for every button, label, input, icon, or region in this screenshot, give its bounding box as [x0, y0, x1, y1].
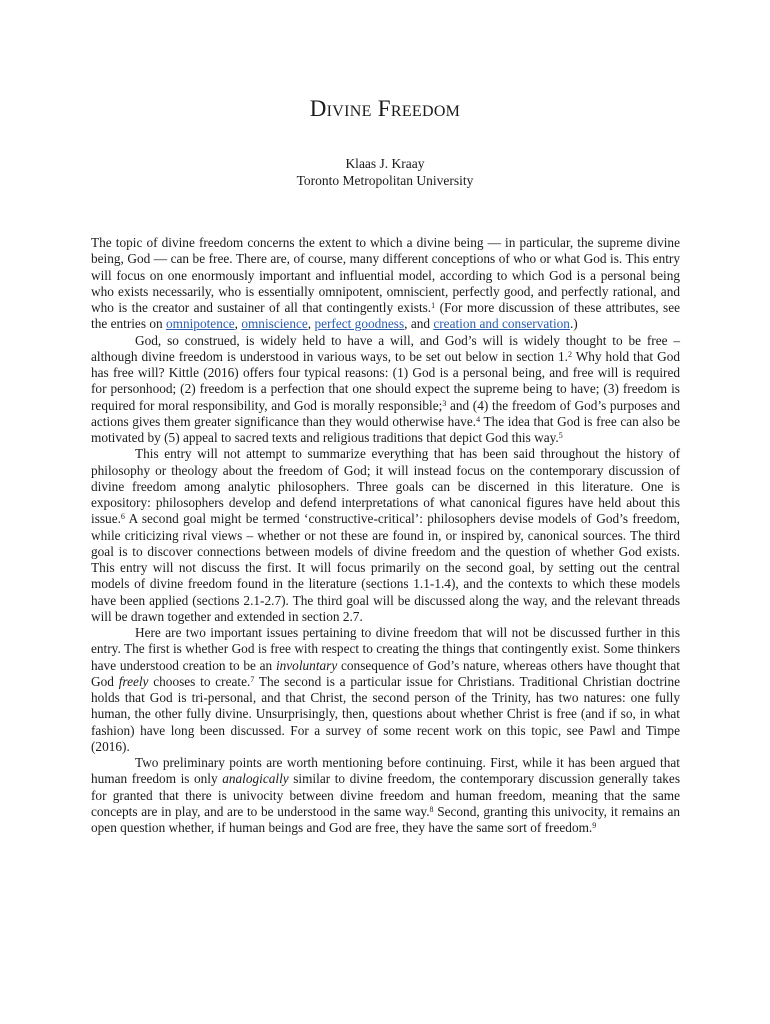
paragraph-text: consequence of God’s nature, whereas others have thought that God — [91, 657, 680, 689]
paragraph-2 — [91, 333, 680, 447]
author-affiliation: Toronto Metropolitan University — [296, 173, 474, 188]
paragraph-text: similar to divine freedom, the contemporary discussion generally takes for granted that there is univocity between divine freedom and human freedom, meaning that the same concepts are in play, and are to be understood in the same way. — [91, 771, 680, 819]
paragraph-text: The second is a particular issue for Christians. Traditional Christian doctrine holds that God is tri-personal, and that Christ, the second person of the Trinity, has two natures: one fully human, the other fully divine. Unsurprisingly, then, questions about whether Christ is free (and if so, in what fashion) have long been discussed. For a survey of some recent work on this topic, see Pawl and Timpe (2016). — [91, 673, 681, 754]
paragraph-text: Two preliminary points are worth mentioning before continuing. First, while it has been argued that human freedom is only — [91, 755, 680, 787]
link-omnipotence[interactable]: omnipotence — [165, 316, 235, 332]
paragraph-text: The idea that God is free can also be motivated by (5) appeal to sacred texts and religious traditions that depict God this way. — [91, 413, 680, 445]
paragraph-1 — [91, 235, 680, 333]
paragraph-text: Here are two important issues pertaining to divine freedom that will not be discussed further in this entry. The first is whether God is free with respect to creating the things that contingently exist. Some thinkers have understood creation to be an — [91, 625, 680, 673]
link-omniscience[interactable]: omniscience — [241, 316, 308, 332]
footnote-ref-8[interactable]: 8 — [429, 804, 434, 814]
page-title: Divine Freedom — [309, 96, 461, 121]
footnote-ref-2[interactable]: 2 — [567, 349, 572, 359]
emphasis-text: involuntary — [275, 657, 338, 673]
author-block — [0, 155, 770, 189]
paragraph-text: God, so construed, is widely held to have a will, and God’s will is widely thought to be free – although divine freedom is understood in various ways, to be set out below in section 1. — [91, 332, 680, 364]
footnote-ref-1[interactable]: 1 — [431, 301, 436, 310]
footnote-ref-4[interactable]: 4 — [476, 414, 481, 424]
paragraph-text: A second goal might be termed ‘constructive-critical’: philosophers devise models of God’s freedom, while criticizing rival views – whether or not these are found in, or inspired by, canonical sources. The third goal is to discover connections between models of divine freedom and the question of whether God exists. This entry will not discuss the first. It will focus primarily on the second goal, by setting out the central models of divine freedom found in the literature (sections 1.1-1.4), and the contexts to which these models have been applied (sections 2.1-2.7). The third goal will be discussed along the way, and the relevant threads will be drawn together and extended in section 2.7. — [91, 511, 680, 624]
paragraph-3 — [91, 446, 680, 625]
paragraph-text: , and — [404, 316, 434, 332]
paragraph-text: Second, granting this univocity, it remains an open question whether, if human beings and God are free, they have the same sort of freedom. — [91, 803, 680, 835]
footnote-ref-3[interactable]: 3 — [442, 398, 447, 408]
paragraph-text: (For more discussion of these attributes, see the entries on — [91, 300, 681, 332]
paragraph-4 — [91, 625, 680, 755]
emphasis-text: analogically — [222, 771, 289, 787]
footnote-ref-9[interactable]: 9 — [592, 821, 597, 830]
paragraph-text: This entry will not attempt to summarize everything that has been said throughout the history of philosophy or theology about the freedom of God; it will instead focus on the contemporary discussion of divine freedom among analytic philosophers. Three goals can be discerned in this literature. One is expository: philosophers develop and defend interpretations of what canonical figures have held about this issue. — [91, 446, 680, 527]
paragraph-text: chooses to create. — [148, 673, 251, 689]
paragraph-text: , — [234, 316, 242, 332]
footnote-ref-6[interactable]: 6 — [120, 512, 125, 522]
paragraph-text: The topic of divine freedom concerns the extent to which a divine being — in particular, the supreme divine being, God — can be free. There are, of course, many different conceptions of who or what God is. This entry will focus on one enormously important and influential model, according to which God is a personal being who exists necessarily, who is essentially omnipotent, omniscient, perfectly good, and perfectly rational, and who is the creator and sustainer of all that contingently exists. — [91, 235, 680, 315]
paragraph-text: Why hold that God has free will? Kittle (2016) offers four typical reasons: (1) God is a personal being, and free will is required for personhood; (2) freedom is a perfection that one should expect the supreme being to have; (3) freedom is required for moral responsibility, and God is morally responsible; — [91, 348, 680, 413]
link-creation-and-conservation[interactable]: creation and conservation — [433, 316, 570, 332]
paragraph-text: and (4) the freedom of God’s purposes and actions gives them greater significance than they would otherwise have. — [91, 397, 680, 429]
link-perfect-goodness[interactable]: perfect goodness — [314, 316, 405, 332]
paragraph-text: .) — [569, 316, 578, 332]
paragraph-text: , — [307, 316, 315, 332]
author-name: Klaas J. Kraay — [345, 156, 425, 171]
article-body — [91, 235, 680, 836]
footnote-ref-5[interactable]: 5 — [558, 431, 563, 440]
footnote-ref-7[interactable]: 7 — [250, 674, 255, 684]
emphasis-text: freely — [118, 673, 149, 689]
paragraph-5 — [91, 755, 680, 836]
